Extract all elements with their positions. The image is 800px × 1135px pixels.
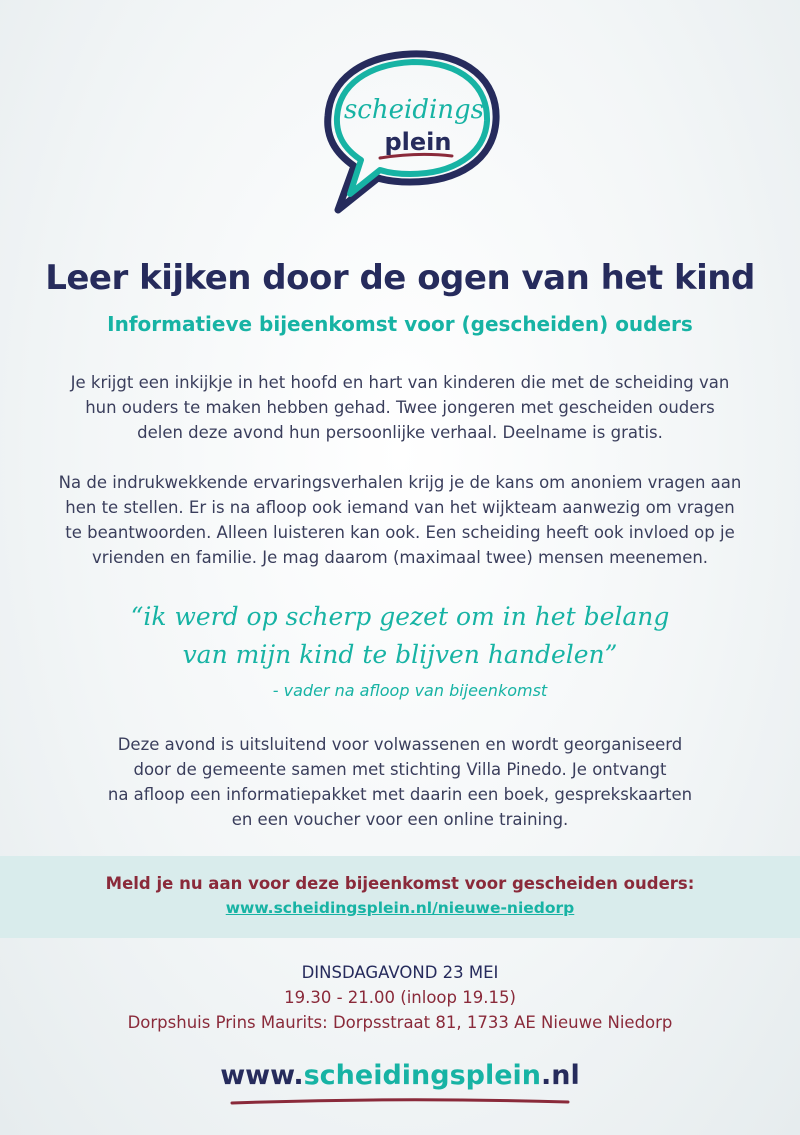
signup-band: [0, 856, 800, 938]
intro-paragraph: [40, 370, 760, 445]
footer-url-suffix: .nl: [541, 1060, 580, 1091]
signup-link[interactable]: www.scheidingsplein.nl/nieuwe-niedorp: [225, 899, 575, 917]
text-line: hen te stellen. Er is na afloop ook iemand van het wijkteam aanwezig om vragen: [65, 498, 735, 517]
text-line: Deze avond is uitsluitend voor volwassenen en wordt georganiseerd: [117, 735, 683, 754]
testimonial-quote: [0, 598, 800, 674]
text-line: en een voucher voor een online training.: [231, 810, 569, 829]
footer-url-brand: scheidingsplein: [303, 1060, 542, 1091]
speech-bubble-icon: [318, 42, 504, 218]
text-line: door de gemeente samen met stichting Villa Pinedo. Je ontvangt: [133, 760, 667, 779]
logo-word-scheidings: scheidings: [343, 95, 485, 125]
text-line: Je krijgt een inkijkje in het hoofd en hart van kinderen die met de scheiding van: [70, 373, 730, 392]
organiser-paragraph: [40, 732, 760, 832]
footer-url-prefix: www.: [220, 1060, 304, 1091]
text-line: hun ouders te maken hebben gehad. Twee jongeren met gescheiden ouders: [85, 398, 715, 417]
event-location: Dorpshuis Prins Maurits: Dorpsstraat 81, 1733 AE Nieuwe Niedorp: [127, 1013, 673, 1032]
quote-attribution: - vader na afloop van bijeenkomst: [272, 681, 548, 700]
signup-text: Meld je nu aan voor deze bijeenkomst voor gescheiden ouders:: [105, 874, 695, 893]
logo: [318, 42, 504, 218]
event-date: DINSDAGAVOND 23 MEI: [301, 963, 499, 982]
details-paragraph: [40, 470, 760, 570]
text-line: te beantwoorden. Alleen luisteren kan ook. Een scheiding heeft ook invloed op je: [65, 523, 735, 542]
logo-word-plein: plein: [384, 128, 452, 156]
page-title: Leer kijken door de ogen van het kind: [45, 258, 755, 298]
text-line: vrienden en familie. Je mag daarom (maximaal twee) mensen meenemen.: [91, 548, 709, 567]
quote-line: “ik werd op scherp gezet om in het belang: [130, 602, 670, 631]
event-time: 19.30 - 21.00 (inloop 19.15): [284, 988, 516, 1007]
footer-website[interactable]: [0, 1060, 800, 1091]
text-line: delen deze avond hun persoonlijke verhaal. Deelname is gratis.: [137, 423, 663, 442]
page-subtitle: Informatieve bijeenkomst voor (gescheiden) ouders: [107, 312, 693, 336]
text-line: na afloop een informatiepakket met daarin een boek, gesprekskaarten: [107, 785, 693, 804]
footer-underline: [230, 1097, 570, 1107]
quote-line: van mijn kind te blijven handelen”: [182, 640, 618, 669]
text-line: Na de indrukwekkende ervaringsverhalen krijg je de kans om anoniem vragen aan: [58, 473, 742, 492]
